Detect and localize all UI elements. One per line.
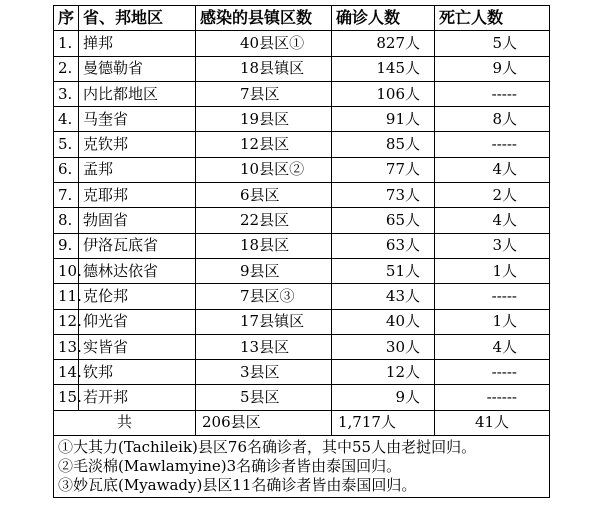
row-confirmed: 145人 — [332, 56, 435, 81]
table-row — [54, 284, 550, 309]
row-region: 克耶邦 — [79, 183, 196, 208]
row-seq: 14. — [54, 360, 79, 385]
table-row — [54, 157, 550, 182]
table-body — [54, 31, 550, 410]
total-counties: 206县区 — [196, 410, 332, 435]
total-confirmed: 1,717人 — [332, 410, 435, 435]
row-region: 克伦邦 — [79, 284, 196, 309]
total-row — [54, 410, 550, 435]
row-counties: 17县镇区 — [196, 309, 332, 334]
table-row — [54, 233, 550, 258]
row-confirmed: 73人 — [332, 183, 435, 208]
header-row — [54, 6, 550, 31]
row-region: 马奎省 — [79, 107, 196, 132]
row-deaths: 3人 — [435, 233, 550, 258]
total-label: 共 — [54, 410, 196, 435]
table-row — [54, 56, 550, 81]
row-region: 仰光省 — [79, 309, 196, 334]
header-confirmed: 确诊人数 — [332, 6, 435, 31]
row-region: 若开邦 — [79, 385, 196, 410]
row-confirmed: 91人 — [332, 107, 435, 132]
row-confirmed: 85人 — [332, 132, 435, 157]
header-deaths: 死亡人数 — [435, 6, 550, 31]
row-counties: 18县镇区 — [196, 56, 332, 81]
row-confirmed: 12人 — [332, 360, 435, 385]
row-counties: 40县区① — [196, 31, 332, 56]
row-region: 伊洛瓦底省 — [79, 233, 196, 258]
row-seq: 10. — [54, 258, 79, 283]
row-region: 德林达依省 — [79, 258, 196, 283]
row-region: 内比都地区 — [79, 81, 196, 106]
row-region: 勃固省 — [79, 208, 196, 233]
row-confirmed: 40人 — [332, 309, 435, 334]
row-seq: 3. — [54, 81, 79, 106]
row-region: 实皆省 — [79, 334, 196, 359]
row-region: 掸邦 — [79, 31, 196, 56]
row-seq: 12. — [54, 309, 79, 334]
row-deaths: ----- — [435, 81, 550, 106]
row-deaths: 9人 — [435, 56, 550, 81]
row-deaths: 4人 — [435, 157, 550, 182]
row-region: 克钦邦 — [79, 132, 196, 157]
total-deaths: 41人 — [435, 410, 550, 435]
row-counties: 22县区 — [196, 208, 332, 233]
covid-region-table — [53, 5, 550, 498]
header-counties: 感染的县镇区数 — [196, 6, 332, 31]
row-deaths: 1人 — [435, 309, 550, 334]
row-seq: 1. — [54, 31, 79, 56]
row-deaths: 1人 — [435, 258, 550, 283]
row-confirmed: 43人 — [332, 284, 435, 309]
row-confirmed: 63人 — [332, 233, 435, 258]
row-counties: 7县区 — [196, 81, 332, 106]
row-deaths: 8人 — [435, 107, 550, 132]
table-row — [54, 132, 550, 157]
table-row — [54, 258, 550, 283]
row-confirmed: 106人 — [332, 81, 435, 106]
row-confirmed: 65人 — [332, 208, 435, 233]
header-region: 省、邦地区 — [79, 6, 196, 31]
row-deaths: ----- — [435, 284, 550, 309]
row-counties: 7县区③ — [196, 284, 332, 309]
footnotes — [54, 436, 550, 498]
row-seq: 7. — [54, 183, 79, 208]
table-row — [54, 31, 550, 56]
row-seq: 2. — [54, 56, 79, 81]
row-counties: 6县区 — [196, 183, 332, 208]
row-counties: 5县区 — [196, 385, 332, 410]
row-seq: 13. — [54, 334, 79, 359]
row-deaths: 4人 — [435, 334, 550, 359]
row-seq: 11. — [54, 284, 79, 309]
footnote-3: ③妙瓦底(Myawady)县区11名确诊者皆由泰国回归。 — [58, 476, 417, 495]
row-region: 钦邦 — [79, 360, 196, 385]
row-counties: 9县区 — [196, 258, 332, 283]
row-seq: 5. — [54, 132, 79, 157]
table-row — [54, 107, 550, 132]
row-counties: 18县区 — [196, 233, 332, 258]
table-row — [54, 309, 550, 334]
footnote-1: ①大其力(Tachileik)县区76名确诊者，其中55人由老挝回归。 — [58, 438, 477, 457]
table-row — [54, 385, 550, 410]
table-row — [54, 334, 550, 359]
row-deaths: 2人 — [435, 183, 550, 208]
table-row — [54, 208, 550, 233]
row-counties: 12县区 — [196, 132, 332, 157]
row-deaths: ----- — [435, 360, 550, 385]
row-counties: 19县区 — [196, 107, 332, 132]
row-deaths: 4人 — [435, 208, 550, 233]
data-table-wrapper — [53, 5, 549, 498]
table-row — [54, 183, 550, 208]
table-row — [54, 81, 550, 106]
row-region: 孟邦 — [79, 157, 196, 182]
row-counties: 13县区 — [196, 334, 332, 359]
row-confirmed: 30人 — [332, 334, 435, 359]
row-confirmed: 51人 — [332, 258, 435, 283]
table-row — [54, 360, 550, 385]
notes-row — [54, 436, 550, 498]
row-deaths: ------ — [435, 385, 550, 410]
row-confirmed: 77人 — [332, 157, 435, 182]
row-deaths: ----- — [435, 132, 550, 157]
row-seq: 15. — [54, 385, 79, 410]
row-seq: 9. — [54, 233, 79, 258]
row-counties: 10县区② — [196, 157, 332, 182]
row-seq: 4. — [54, 107, 79, 132]
footnote-2: ②毛淡棉(Mawlamyine)3名确诊者皆由泰国回归。 — [58, 457, 402, 476]
row-region: 曼德勒省 — [79, 56, 196, 81]
header-seq: 序 — [54, 6, 79, 31]
row-counties: 3县区 — [196, 360, 332, 385]
row-deaths: 5人 — [435, 31, 550, 56]
row-confirmed: 9人 — [332, 385, 435, 410]
row-seq: 6. — [54, 157, 79, 182]
row-seq: 8. — [54, 208, 79, 233]
row-confirmed: 827人 — [332, 31, 435, 56]
